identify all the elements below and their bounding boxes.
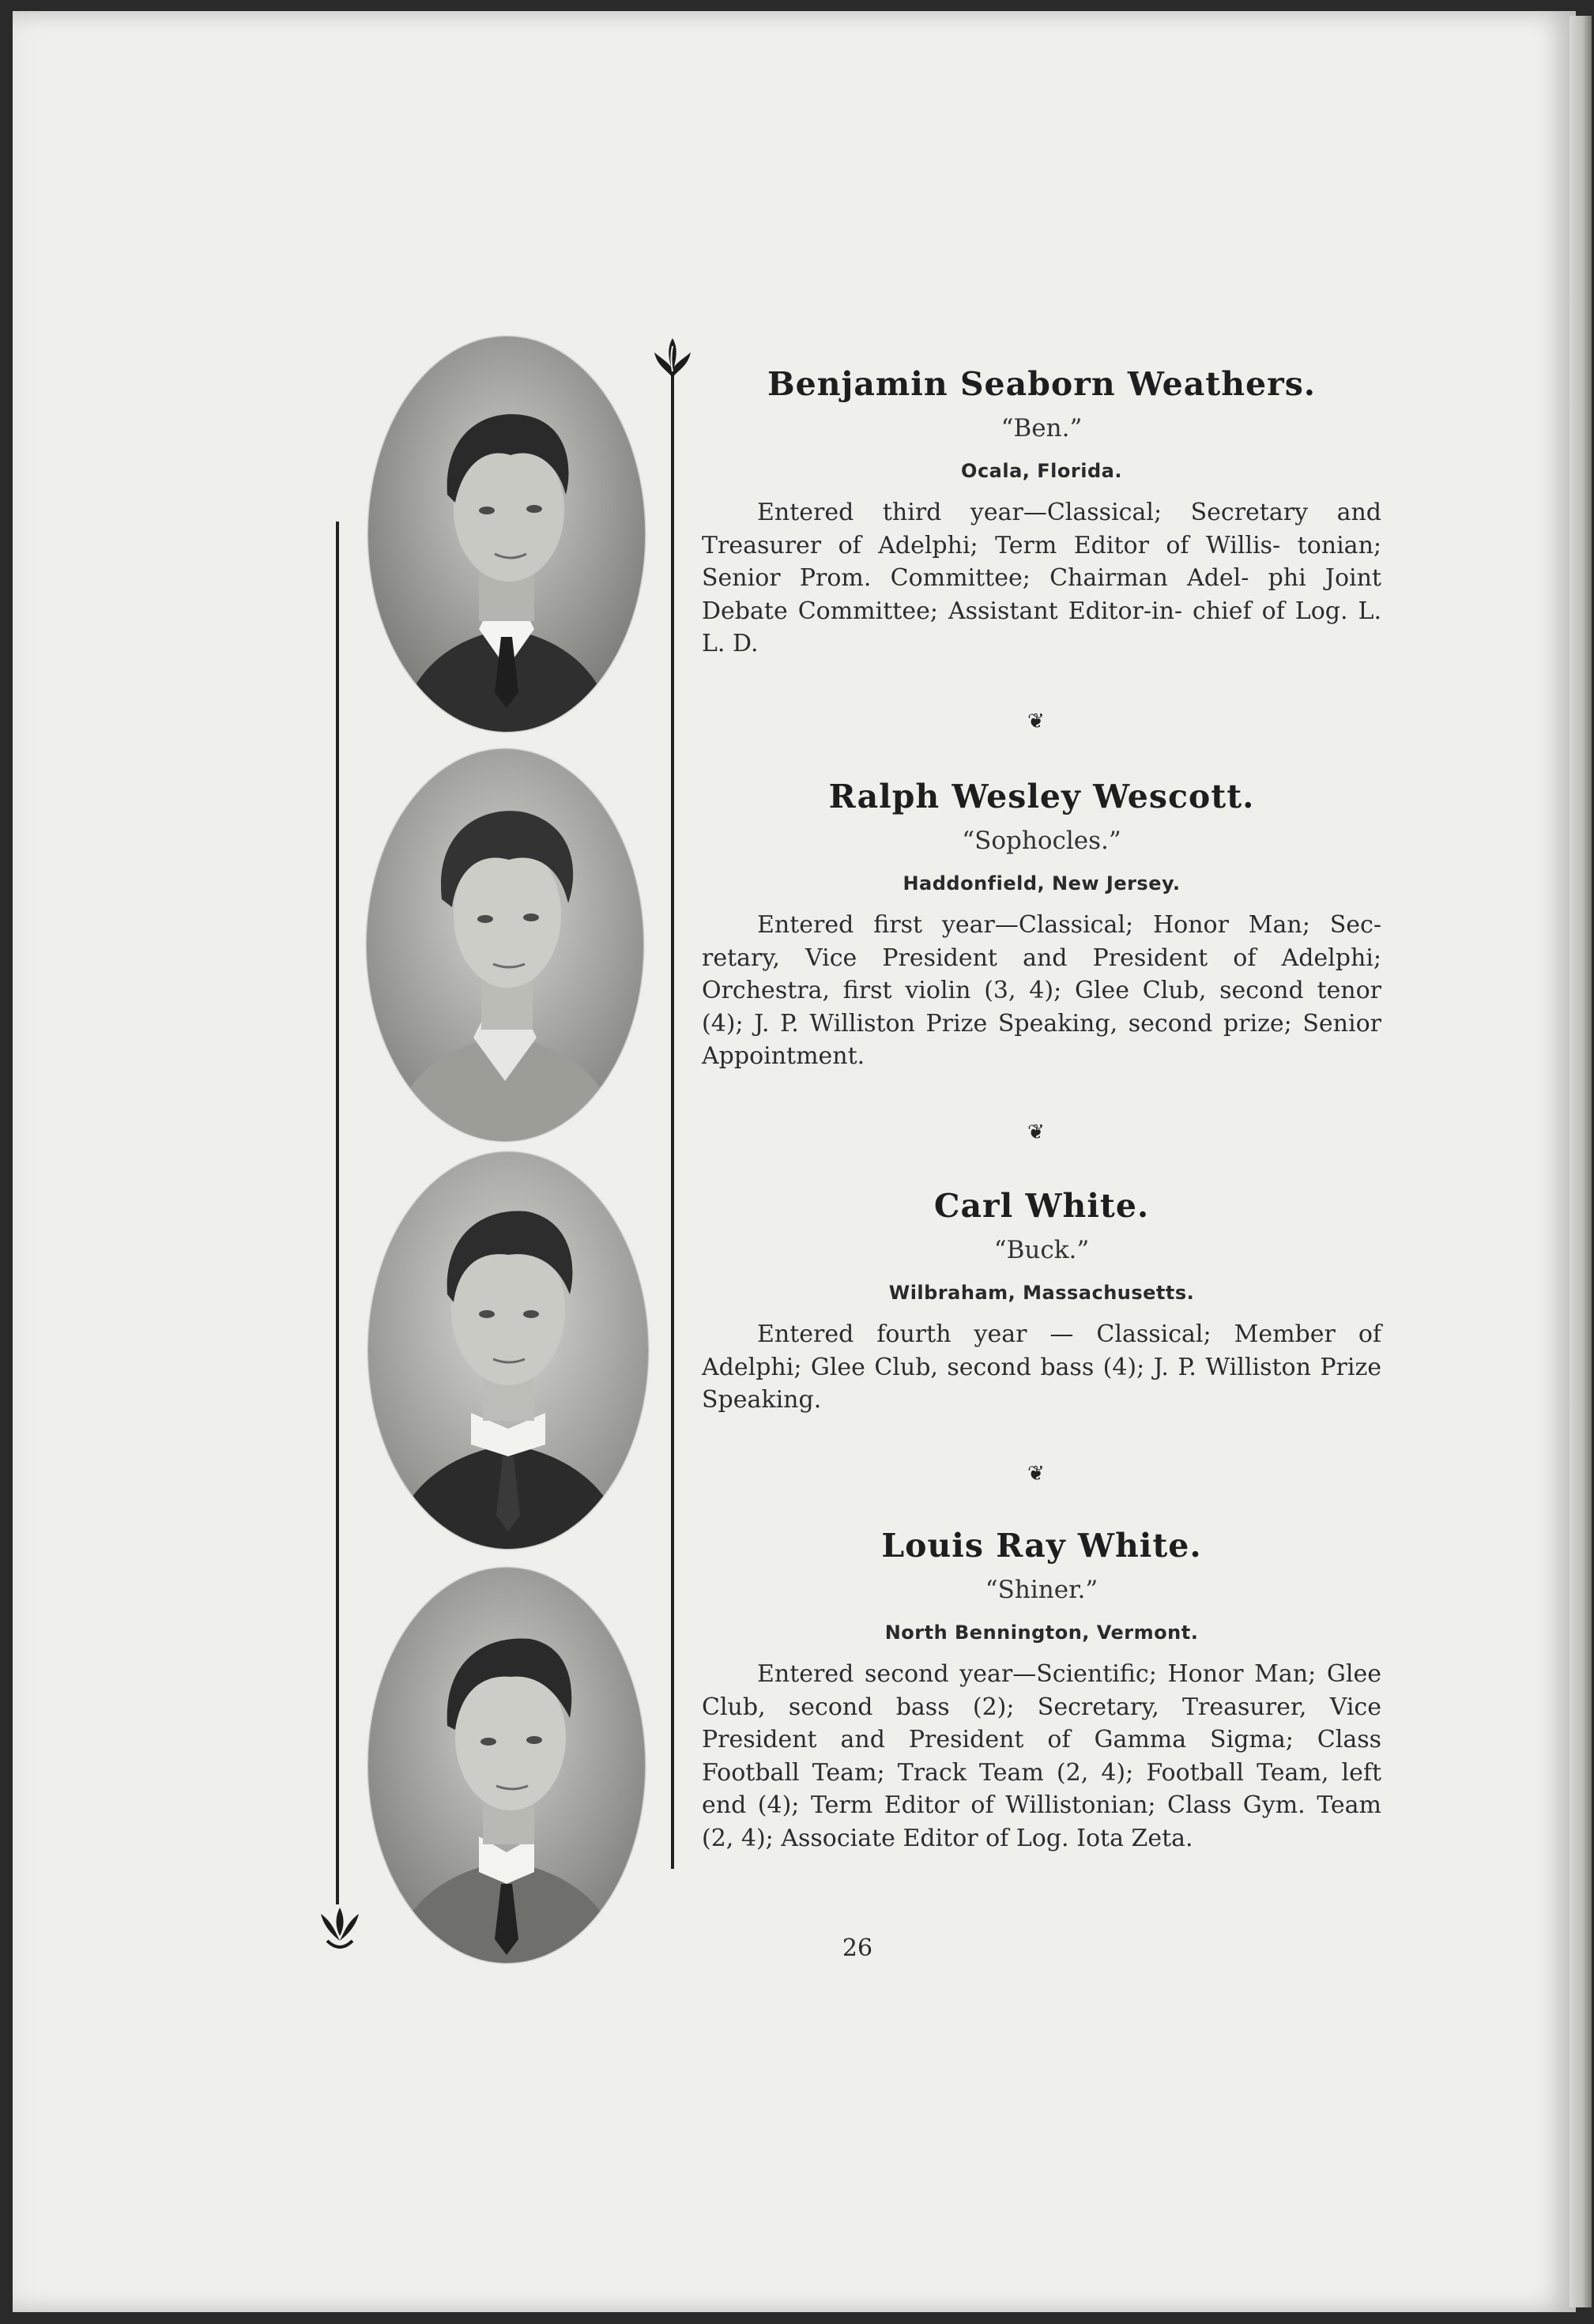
entry-description: Entered third year—Classical; Secretary and Treasurer of Adelphi; Term Editor of Willis- tonian; Senior Prom. Committee; Chairman Adel- phi Joint Debate Committee; Assistant Editor-in- chief of Log. L. L. D.	[702, 499, 1381, 657]
entry-nickname: “Shiner.”	[985, 1576, 1098, 1604]
entry-nickname: “Sophocles.”	[962, 827, 1121, 855]
entry-ralph-wescott	[702, 776, 1381, 1073]
entry-name: Benjamin Seaborn Weathers.	[767, 365, 1317, 403]
entry-name: Carl White.	[933, 1187, 1150, 1225]
entry-hometown: Wilbraham, Massachusetts.	[888, 1282, 1195, 1304]
right-rule	[671, 375, 674, 1869]
portrait-carl-white	[368, 1152, 648, 1549]
tulip-ornament-icon	[650, 335, 695, 381]
entry-hometown: North Bennington, Vermont.	[884, 1622, 1199, 1644]
portrait-ralph-wescott	[367, 749, 643, 1141]
page-edge	[1570, 16, 1592, 2307]
entry-hometown: Haddonfield, New Jersey.	[903, 872, 1181, 895]
entry-hometown: Ocala, Florida.	[961, 460, 1122, 482]
entry-description: Entered fourth year — Classical; Member of Adelphi; Glee Club, second bass (4); J. P. Williston Prize Speaking.	[702, 1320, 1381, 1414]
lotus-ornament-icon	[316, 1903, 364, 1950]
entry-nickname: “Buck.”	[993, 1236, 1090, 1264]
fleuron-separator-icon: ❦	[1027, 710, 1045, 733]
entry-louis-white	[702, 1525, 1381, 1855]
entry-benjamin-weathers	[702, 363, 1381, 661]
portrait-louis-white	[368, 1568, 645, 1963]
portrait-benjamin-weathers	[368, 337, 645, 732]
entry-description: Entered first year—Classical; Honor Man; Sec- retary, Vice President and President of Adelphi; Orchestra, first violin (3, 4); Glee Club, second tenor (4); J. P. Williston Prize Speaking, second prize; Senior Appointment.	[702, 911, 1381, 1070]
yearbook-page	[13, 11, 1576, 2312]
entry-carl-white	[702, 1185, 1381, 1417]
entry-name: Ralph Wesley Wescott.	[828, 778, 1255, 815]
entry-nickname: “Ben.”	[1000, 414, 1083, 443]
left-rule	[336, 522, 339, 1904]
entry-name: Louis Ray White.	[881, 1527, 1202, 1565]
page-number: 26	[842, 1934, 873, 1962]
fleuron-separator-icon: ❦	[1027, 1462, 1045, 1486]
fleuron-separator-icon: ❦	[1027, 1121, 1045, 1144]
entry-description: Entered second year—Scientific; Honor Man; Glee Club, second bass (2); Secretary, Treasurer, Vice President and President of Gamma Sigma; Class Football Team; Track Team (2, 4); Football Team, left end (4); Term Editor of Willistonian; Class Gym. Team (2, 4); Associate Editor of Log. Iota Zeta.	[702, 1660, 1381, 1852]
